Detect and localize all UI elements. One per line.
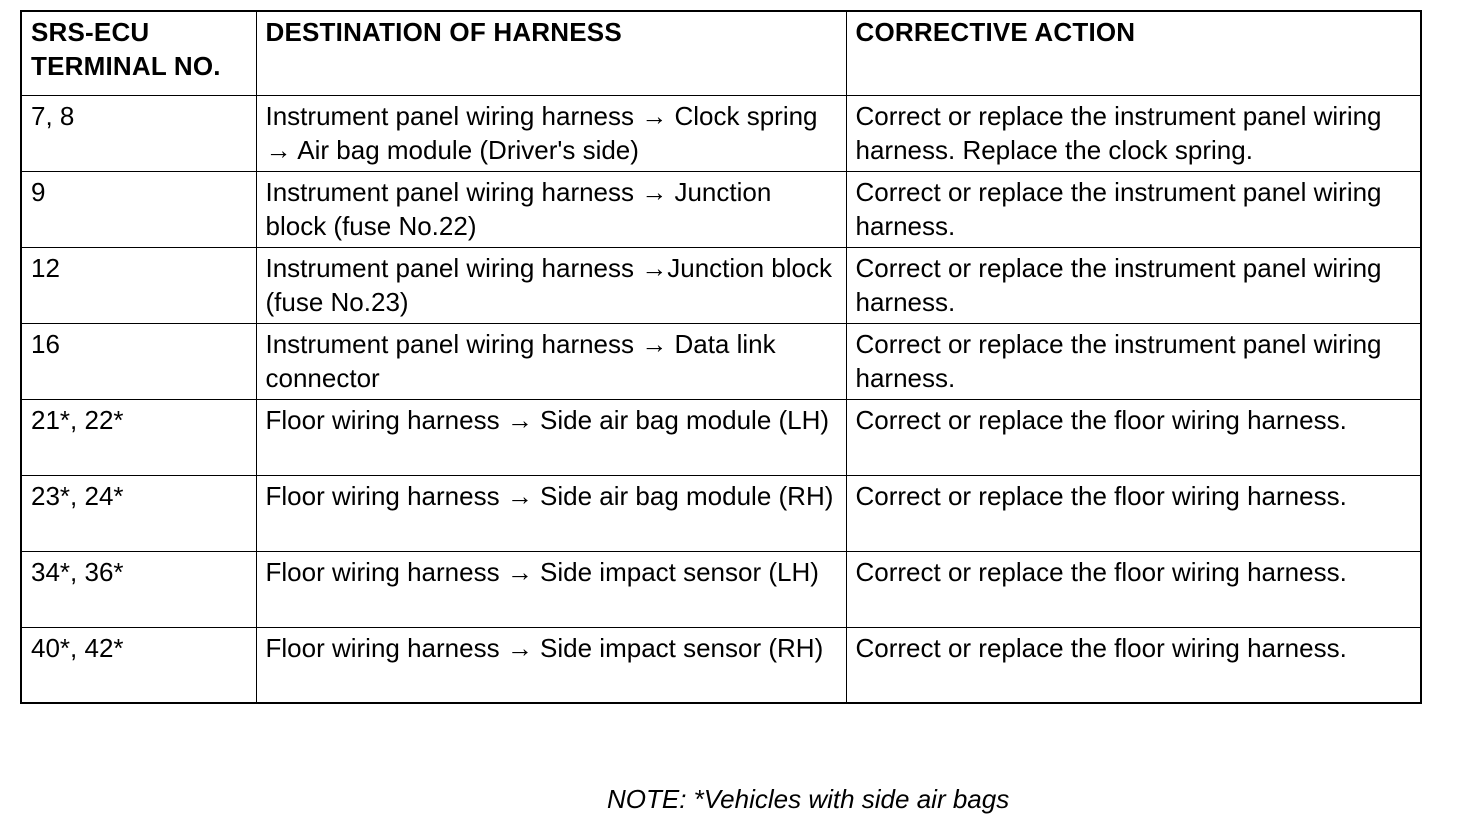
- action-cell: Correct or replace the floor wiring harness.: [846, 627, 1421, 703]
- destination-cell: Floor wiring harness → Side air bag module (LH): [256, 399, 846, 475]
- table-row: [21, 247, 1421, 323]
- table-row: [21, 627, 1421, 703]
- header-terminal-no: SRS-ECU TERMINAL NO.: [21, 11, 256, 95]
- harness-table: [20, 10, 1422, 704]
- terminal-cell: 40*, 42*: [21, 627, 256, 703]
- destination-cell: Instrument panel wiring harness →Junction block (fuse No.23): [256, 247, 846, 323]
- table-row: [21, 171, 1421, 247]
- table-row: [21, 95, 1421, 171]
- action-cell: Correct or replace the floor wiring harness.: [846, 551, 1421, 627]
- action-cell: Correct or replace the instrument panel wiring harness.: [846, 323, 1421, 399]
- destination-cell: Floor wiring harness → Side impact sensor (LH): [256, 551, 846, 627]
- footnote: NOTE: *Vehicles with side air bags: [607, 784, 1010, 814]
- table-row: [21, 323, 1421, 399]
- header-corrective-action: CORRECTIVE ACTION: [846, 11, 1421, 95]
- destination-cell: Floor wiring harness → Side impact sensor (RH): [256, 627, 846, 703]
- terminal-cell: 9: [21, 171, 256, 247]
- action-cell: Correct or replace the floor wiring harness.: [846, 399, 1421, 475]
- table-row: [21, 551, 1421, 627]
- terminal-cell: 12: [21, 247, 256, 323]
- terminal-cell: 23*, 24*: [21, 475, 256, 551]
- terminal-cell: 21*, 22*: [21, 399, 256, 475]
- table-row: [21, 475, 1421, 551]
- action-cell: Correct or replace the instrument panel wiring harness.: [846, 247, 1421, 323]
- document-page: [20, 10, 1420, 704]
- destination-cell: Instrument panel wiring harness → Junction block (fuse No.22): [256, 171, 846, 247]
- action-cell: Correct or replace the floor wiring harness.: [846, 475, 1421, 551]
- terminal-cell: 7, 8: [21, 95, 256, 171]
- header-destination-of-harness: DESTINATION OF HARNESS: [256, 11, 846, 95]
- destination-cell: Floor wiring harness → Side air bag module (RH): [256, 475, 846, 551]
- terminal-cell: 34*, 36*: [21, 551, 256, 627]
- table-row: [21, 399, 1421, 475]
- table-header-row: [21, 11, 1421, 95]
- destination-cell: Instrument panel wiring harness → Data link connector: [256, 323, 846, 399]
- action-cell: Correct or replace the instrument panel wiring harness.: [846, 171, 1421, 247]
- terminal-cell: 16: [21, 323, 256, 399]
- action-cell: Correct or replace the instrument panel wiring harness. Replace the clock spring.: [846, 95, 1421, 171]
- destination-cell: Instrument panel wiring harness → Clock spring → Air bag module (Driver's side): [256, 95, 846, 171]
